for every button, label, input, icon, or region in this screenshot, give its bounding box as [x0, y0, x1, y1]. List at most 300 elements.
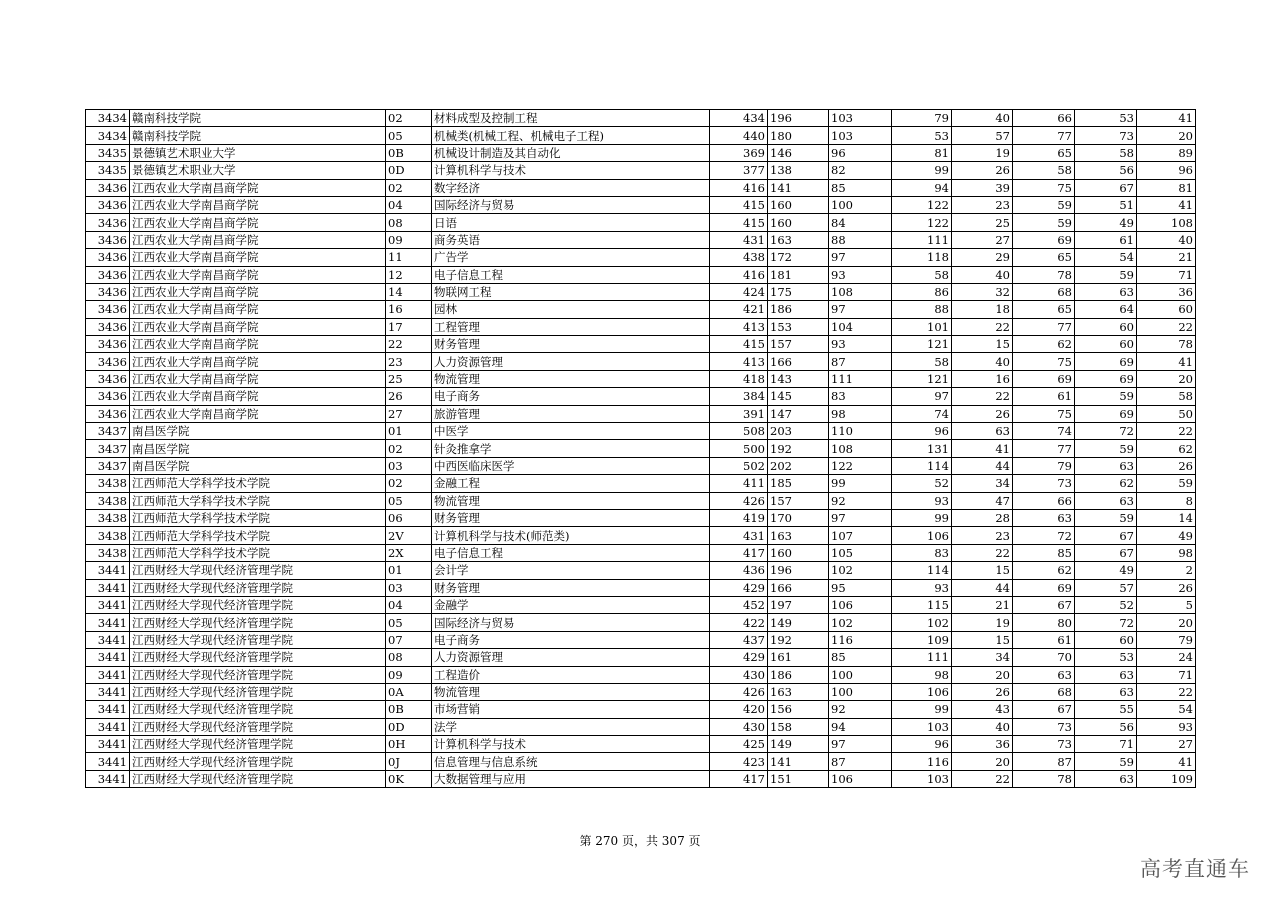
cell-score-f: 72: [1075, 614, 1137, 631]
cell-school-code: 3435: [86, 144, 130, 161]
cell-score-d: 15: [952, 631, 1013, 648]
cell-score-d: 23: [952, 196, 1013, 213]
cell-school-name: 江西财经大学现代经济管理学院: [130, 736, 386, 753]
cell-score-g: 5: [1137, 596, 1196, 613]
cell-major-code: 02: [386, 179, 432, 196]
cell-score-b: 87: [829, 753, 892, 770]
cell-school-code: 3437: [86, 423, 130, 440]
cell-major-name: 电子商务: [432, 388, 710, 405]
cell-score-c: 86: [892, 283, 952, 300]
table-row: [86, 562, 1196, 579]
cell-score-e: 63: [1013, 509, 1075, 526]
cell-score-total: 421: [710, 301, 768, 318]
cell-major-name: 国际经济与贸易: [432, 196, 710, 213]
cell-score-e: 87: [1013, 753, 1075, 770]
cell-score-e: 65: [1013, 301, 1075, 318]
cell-school-name: 江西师范大学科学技术学院: [130, 475, 386, 492]
cell-score-e: 62: [1013, 336, 1075, 353]
cell-score-b: 116: [829, 631, 892, 648]
cell-score-e: 69: [1013, 579, 1075, 596]
cell-score-d: 21: [952, 596, 1013, 613]
cell-score-total: 391: [710, 405, 768, 422]
cell-score-g: 41: [1137, 753, 1196, 770]
table-row: [86, 162, 1196, 179]
cell-major-code: 02: [386, 110, 432, 127]
cell-school-name: 江西财经大学现代经济管理学院: [130, 631, 386, 648]
cell-score-b: 105: [829, 544, 892, 561]
cell-major-name: 日语: [432, 214, 710, 231]
cell-score-d: 27: [952, 231, 1013, 248]
table-row: [86, 596, 1196, 613]
cell-score-f: 59: [1075, 266, 1137, 283]
cell-score-b: 92: [829, 701, 892, 718]
cell-score-e: 66: [1013, 492, 1075, 509]
table-row: [86, 736, 1196, 753]
cell-score-b: 95: [829, 579, 892, 596]
table-row: [86, 649, 1196, 666]
cell-school-name: 赣南科技学院: [130, 127, 386, 144]
cell-score-total: 431: [710, 231, 768, 248]
cell-major-name: 中西医临床医学: [432, 457, 710, 474]
cell-score-b: 100: [829, 666, 892, 683]
cell-score-b: 88: [829, 231, 892, 248]
cell-score-d: 28: [952, 509, 1013, 526]
cell-school-name: 江西财经大学现代经济管理学院: [130, 770, 386, 787]
cell-score-e: 69: [1013, 231, 1075, 248]
cell-score-d: 34: [952, 649, 1013, 666]
cell-major-code: 05: [386, 492, 432, 509]
cell-school-code: 3438: [86, 544, 130, 561]
cell-major-name: 材料成型及控制工程: [432, 110, 710, 127]
cell-school-code: 3435: [86, 162, 130, 179]
cell-major-code: 0J: [386, 753, 432, 770]
cell-score-g: 96: [1137, 162, 1196, 179]
cell-score-a: 175: [768, 283, 829, 300]
cell-score-e: 62: [1013, 562, 1075, 579]
cell-school-name: 江西师范大学科学技术学院: [130, 509, 386, 526]
cell-score-a: 147: [768, 405, 829, 422]
cell-score-f: 56: [1075, 162, 1137, 179]
cell-score-e: 85: [1013, 544, 1075, 561]
cell-score-total: 430: [710, 666, 768, 683]
cell-score-a: 181: [768, 266, 829, 283]
cell-score-g: 27: [1137, 736, 1196, 753]
cell-score-f: 71: [1075, 736, 1137, 753]
cell-score-b: 102: [829, 614, 892, 631]
table-row: [86, 249, 1196, 266]
watermark-logo-text: 高考直通车: [1140, 857, 1250, 881]
cell-score-total: 425: [710, 736, 768, 753]
cell-score-b: 102: [829, 562, 892, 579]
cell-score-f: 72: [1075, 423, 1137, 440]
cell-score-f: 53: [1075, 649, 1137, 666]
cell-school-code: 3437: [86, 457, 130, 474]
cell-score-a: 196: [768, 110, 829, 127]
cell-score-c: 116: [892, 753, 952, 770]
cell-school-code: 3436: [86, 214, 130, 231]
cell-school-code: 3436: [86, 283, 130, 300]
cell-major-code: 17: [386, 318, 432, 335]
cell-school-name: 江西农业大学南昌商学院: [130, 405, 386, 422]
cell-score-total: 502: [710, 457, 768, 474]
cell-school-name: 江西农业大学南昌商学院: [130, 214, 386, 231]
cell-school-name: 江西农业大学南昌商学院: [130, 196, 386, 213]
cell-score-g: 21: [1137, 249, 1196, 266]
cell-score-c: 53: [892, 127, 952, 144]
cell-school-code: 3436: [86, 266, 130, 283]
cell-score-b: 100: [829, 683, 892, 700]
cell-school-name: 江西财经大学现代经济管理学院: [130, 753, 386, 770]
cell-score-g: 41: [1137, 110, 1196, 127]
cell-score-a: 143: [768, 370, 829, 387]
table-row: [86, 631, 1196, 648]
cell-school-code: 3441: [86, 596, 130, 613]
cell-school-code: 3441: [86, 649, 130, 666]
cell-score-b: 85: [829, 649, 892, 666]
cell-score-e: 77: [1013, 440, 1075, 457]
cell-score-c: 98: [892, 666, 952, 683]
cell-score-f: 73: [1075, 127, 1137, 144]
cell-major-name: 数字经济: [432, 179, 710, 196]
table-row: [86, 440, 1196, 457]
cell-school-name: 江西财经大学现代经济管理学院: [130, 614, 386, 631]
cell-score-f: 69: [1075, 405, 1137, 422]
cell-school-code: 3441: [86, 614, 130, 631]
cell-score-c: 103: [892, 718, 952, 735]
cell-score-b: 98: [829, 405, 892, 422]
table-row: [86, 301, 1196, 318]
cell-score-b: 99: [829, 475, 892, 492]
cell-school-name: 江西财经大学现代经济管理学院: [130, 701, 386, 718]
cell-score-c: 121: [892, 370, 952, 387]
cell-score-c: 96: [892, 423, 952, 440]
cell-major-code: 04: [386, 596, 432, 613]
cell-major-name: 机械类(机械工程、机械电子工程): [432, 127, 710, 144]
cell-score-d: 40: [952, 110, 1013, 127]
cell-score-e: 74: [1013, 423, 1075, 440]
cell-score-a: 197: [768, 596, 829, 613]
cell-score-b: 97: [829, 301, 892, 318]
cell-score-e: 66: [1013, 110, 1075, 127]
cell-major-code: 23: [386, 353, 432, 370]
cell-score-e: 65: [1013, 249, 1075, 266]
cell-score-c: 122: [892, 214, 952, 231]
cell-score-a: 149: [768, 614, 829, 631]
cell-score-a: 161: [768, 649, 829, 666]
cell-score-total: 415: [710, 336, 768, 353]
cell-major-name: 旅游管理: [432, 405, 710, 422]
cell-score-e: 70: [1013, 649, 1075, 666]
cell-major-name: 机械设计制造及其自动化: [432, 144, 710, 161]
cell-score-g: 20: [1137, 370, 1196, 387]
cell-score-a: 180: [768, 127, 829, 144]
cell-major-code: 08: [386, 214, 432, 231]
cell-score-b: 104: [829, 318, 892, 335]
cell-major-name: 物流管理: [432, 683, 710, 700]
table-row: [86, 231, 1196, 248]
cell-major-name: 物流管理: [432, 492, 710, 509]
cell-major-name: 计算机科学与技术(师范类): [432, 527, 710, 544]
cell-school-name: 江西农业大学南昌商学院: [130, 249, 386, 266]
cell-score-e: 59: [1013, 214, 1075, 231]
cell-score-g: 20: [1137, 127, 1196, 144]
cell-score-a: 163: [768, 683, 829, 700]
cell-major-code: 26: [386, 388, 432, 405]
cell-score-g: 22: [1137, 423, 1196, 440]
cell-score-total: 500: [710, 440, 768, 457]
cell-score-a: 163: [768, 527, 829, 544]
cell-score-d: 39: [952, 179, 1013, 196]
cell-score-g: 24: [1137, 649, 1196, 666]
cell-score-total: 426: [710, 683, 768, 700]
cell-major-name: 计算机科学与技术: [432, 162, 710, 179]
cell-score-total: 420: [710, 701, 768, 718]
cell-score-d: 26: [952, 405, 1013, 422]
cell-score-f: 69: [1075, 370, 1137, 387]
cell-major-code: 03: [386, 457, 432, 474]
cell-score-total: 417: [710, 544, 768, 561]
cell-score-e: 79: [1013, 457, 1075, 474]
cell-school-name: 赣南科技学院: [130, 110, 386, 127]
cell-school-code: 3441: [86, 562, 130, 579]
cell-score-g: 58: [1137, 388, 1196, 405]
cell-score-d: 20: [952, 753, 1013, 770]
cell-score-c: 58: [892, 266, 952, 283]
cell-score-f: 54: [1075, 249, 1137, 266]
cell-score-a: 185: [768, 475, 829, 492]
cell-major-name: 广告学: [432, 249, 710, 266]
cell-major-code: 02: [386, 440, 432, 457]
cell-school-name: 江西农业大学南昌商学院: [130, 231, 386, 248]
cell-score-g: 36: [1137, 283, 1196, 300]
table-row: [86, 527, 1196, 544]
cell-score-c: 106: [892, 683, 952, 700]
cell-major-code: 22: [386, 336, 432, 353]
cell-school-name: 江西财经大学现代经济管理学院: [130, 718, 386, 735]
cell-score-b: 93: [829, 266, 892, 283]
cell-score-b: 122: [829, 457, 892, 474]
cell-major-name: 园林: [432, 301, 710, 318]
cell-school-code: 3441: [86, 718, 130, 735]
cell-score-d: 36: [952, 736, 1013, 753]
cell-score-e: 77: [1013, 127, 1075, 144]
cell-score-c: 99: [892, 509, 952, 526]
cell-major-name: 市场营销: [432, 701, 710, 718]
cell-school-code: 3436: [86, 405, 130, 422]
cell-score-a: 146: [768, 144, 829, 161]
cell-score-a: 158: [768, 718, 829, 735]
table-row: [86, 318, 1196, 335]
cell-score-a: 203: [768, 423, 829, 440]
cell-score-c: 106: [892, 527, 952, 544]
cell-score-b: 84: [829, 214, 892, 231]
cell-score-a: 160: [768, 214, 829, 231]
cell-school-code: 3438: [86, 527, 130, 544]
cell-score-total: 417: [710, 770, 768, 787]
cell-score-c: 94: [892, 179, 952, 196]
cell-score-a: 192: [768, 440, 829, 457]
cell-school-code: 3441: [86, 631, 130, 648]
cell-score-a: 157: [768, 336, 829, 353]
cell-score-d: 44: [952, 457, 1013, 474]
cell-score-a: 151: [768, 770, 829, 787]
table-row: [86, 388, 1196, 405]
cell-score-g: 78: [1137, 336, 1196, 353]
cell-major-name: 工程造价: [432, 666, 710, 683]
cell-score-total: 416: [710, 266, 768, 283]
cell-score-c: 111: [892, 231, 952, 248]
table-row: [86, 266, 1196, 283]
cell-school-code: 3441: [86, 753, 130, 770]
cell-major-name: 财务管理: [432, 336, 710, 353]
cell-score-f: 63: [1075, 492, 1137, 509]
cell-score-d: 23: [952, 527, 1013, 544]
cell-score-b: 108: [829, 283, 892, 300]
cell-school-code: 3436: [86, 231, 130, 248]
cell-score-c: 93: [892, 579, 952, 596]
cell-score-e: 63: [1013, 666, 1075, 683]
cell-score-e: 59: [1013, 196, 1075, 213]
cell-score-g: 22: [1137, 318, 1196, 335]
cell-score-c: 118: [892, 249, 952, 266]
cell-major-name: 工程管理: [432, 318, 710, 335]
cell-score-g: 93: [1137, 718, 1196, 735]
cell-school-code: 3441: [86, 683, 130, 700]
cell-major-code: 11: [386, 249, 432, 266]
cell-score-g: 20: [1137, 614, 1196, 631]
cell-major-code: 01: [386, 562, 432, 579]
cell-major-name: 电子信息工程: [432, 266, 710, 283]
cell-school-code: 3437: [86, 440, 130, 457]
cell-school-name: 南昌医学院: [130, 423, 386, 440]
cell-score-a: 160: [768, 196, 829, 213]
cell-score-b: 82: [829, 162, 892, 179]
cell-major-name: 大数据管理与应用: [432, 770, 710, 787]
cell-major-code: 01: [386, 423, 432, 440]
cell-score-b: 103: [829, 127, 892, 144]
cell-score-total: 426: [710, 492, 768, 509]
cell-score-e: 67: [1013, 701, 1075, 718]
table-row: [86, 701, 1196, 718]
cell-score-e: 75: [1013, 405, 1075, 422]
table-body: [86, 110, 1196, 788]
cell-school-name: 江西农业大学南昌商学院: [130, 353, 386, 370]
cell-score-a: 157: [768, 492, 829, 509]
cell-major-code: 05: [386, 614, 432, 631]
cell-score-d: 22: [952, 388, 1013, 405]
cell-score-total: 384: [710, 388, 768, 405]
table-row: [86, 214, 1196, 231]
cell-score-f: 59: [1075, 509, 1137, 526]
cell-score-c: 111: [892, 649, 952, 666]
cell-score-g: 49: [1137, 527, 1196, 544]
cell-score-f: 63: [1075, 283, 1137, 300]
cell-score-f: 67: [1075, 179, 1137, 196]
cell-score-d: 40: [952, 266, 1013, 283]
cell-school-code: 3436: [86, 301, 130, 318]
cell-school-code: 3434: [86, 110, 130, 127]
cell-score-a: 156: [768, 701, 829, 718]
cell-score-f: 63: [1075, 666, 1137, 683]
cell-score-e: 61: [1013, 388, 1075, 405]
cell-score-total: 419: [710, 509, 768, 526]
cell-score-a: 141: [768, 753, 829, 770]
cell-score-f: 69: [1075, 353, 1137, 370]
cell-major-code: 2V: [386, 527, 432, 544]
cell-major-code: 0B: [386, 144, 432, 161]
cell-score-c: 103: [892, 770, 952, 787]
cell-school-name: 江西财经大学现代经济管理学院: [130, 649, 386, 666]
cell-major-code: 16: [386, 301, 432, 318]
cell-score-c: 121: [892, 336, 952, 353]
cell-school-code: 3441: [86, 770, 130, 787]
cell-major-code: 25: [386, 370, 432, 387]
cell-score-b: 103: [829, 110, 892, 127]
cell-score-e: 68: [1013, 683, 1075, 700]
cell-score-d: 44: [952, 579, 1013, 596]
cell-score-d: 20: [952, 666, 1013, 683]
cell-major-code: 0K: [386, 770, 432, 787]
cell-school-code: 3441: [86, 666, 130, 683]
cell-school-name: 江西农业大学南昌商学院: [130, 318, 386, 335]
cell-score-d: 47: [952, 492, 1013, 509]
cell-major-name: 国际经济与贸易: [432, 614, 710, 631]
cell-score-a: 166: [768, 353, 829, 370]
cell-score-a: 163: [768, 231, 829, 248]
cell-score-total: 369: [710, 144, 768, 161]
cell-score-g: 79: [1137, 631, 1196, 648]
cell-score-g: 14: [1137, 509, 1196, 526]
cell-score-a: 202: [768, 457, 829, 474]
cell-score-e: 68: [1013, 283, 1075, 300]
cell-score-b: 100: [829, 196, 892, 213]
cell-score-e: 80: [1013, 614, 1075, 631]
cell-major-code: 12: [386, 266, 432, 283]
cell-score-g: 89: [1137, 144, 1196, 161]
cell-score-c: 97: [892, 388, 952, 405]
cell-score-total: 437: [710, 631, 768, 648]
table-row: [86, 753, 1196, 770]
cell-score-a: 141: [768, 179, 829, 196]
cell-score-b: 97: [829, 509, 892, 526]
cell-score-d: 29: [952, 249, 1013, 266]
cell-score-c: 99: [892, 701, 952, 718]
cell-score-b: 97: [829, 736, 892, 753]
cell-school-code: 3441: [86, 736, 130, 753]
cell-score-e: 78: [1013, 266, 1075, 283]
cell-major-code: 02: [386, 475, 432, 492]
cell-score-total: 436: [710, 562, 768, 579]
cell-score-e: 73: [1013, 736, 1075, 753]
cell-school-name: 江西农业大学南昌商学院: [130, 266, 386, 283]
cell-major-name: 财务管理: [432, 509, 710, 526]
cell-score-e: 65: [1013, 144, 1075, 161]
cell-score-f: 59: [1075, 388, 1137, 405]
cell-school-code: 3434: [86, 127, 130, 144]
cell-score-g: 109: [1137, 770, 1196, 787]
cell-score-a: 153: [768, 318, 829, 335]
table-row: [86, 770, 1196, 787]
cell-score-d: 22: [952, 544, 1013, 561]
cell-score-g: 50: [1137, 405, 1196, 422]
cell-school-code: 3436: [86, 336, 130, 353]
cell-score-d: 18: [952, 301, 1013, 318]
cell-score-d: 19: [952, 614, 1013, 631]
cell-major-code: 04: [386, 196, 432, 213]
cell-score-e: 69: [1013, 370, 1075, 387]
cell-major-code: 27: [386, 405, 432, 422]
cell-major-code: 09: [386, 231, 432, 248]
